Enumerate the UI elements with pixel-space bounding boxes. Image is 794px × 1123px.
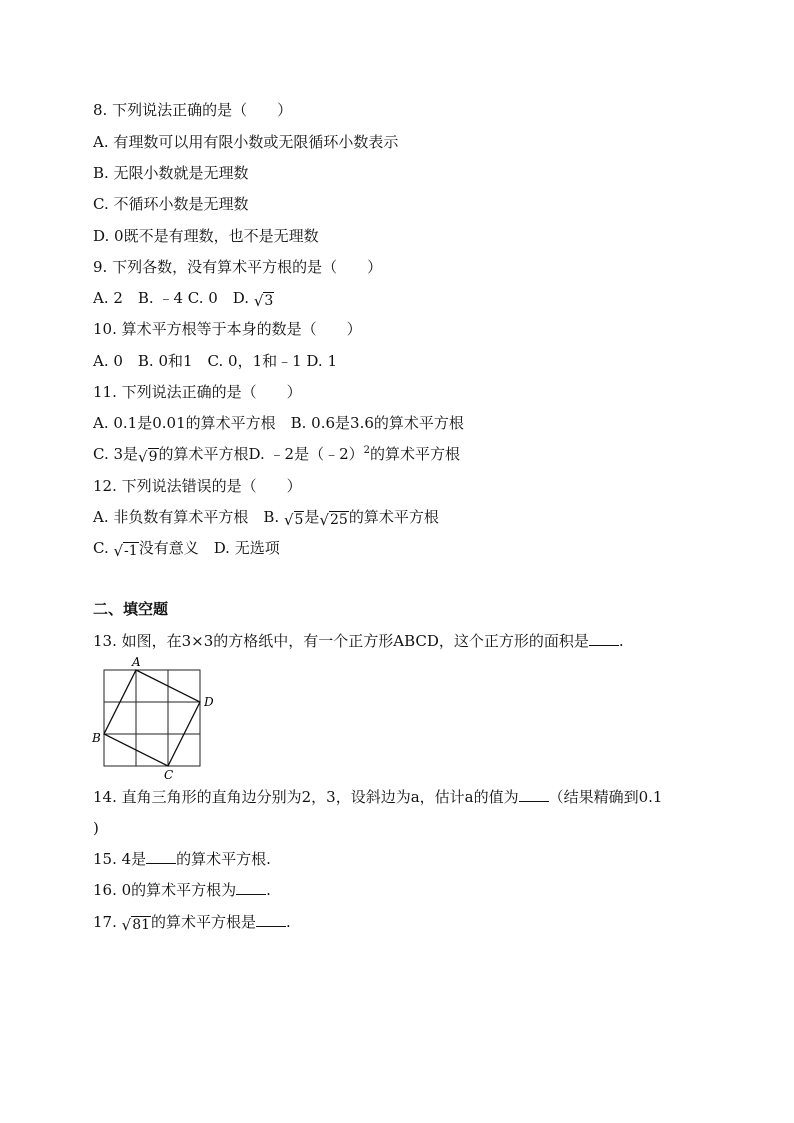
q17-stem	[93, 912, 291, 934]
q14-note: （结果精确到0.1	[548, 788, 663, 806]
q12-option-b-suffix: 的算术平方根	[348, 508, 439, 526]
q11-options-cd	[93, 444, 460, 466]
radicand: 25	[330, 512, 348, 528]
q12-options-ab	[93, 507, 439, 529]
q11-stem: 11. 下列说法正确的是（ ）	[93, 383, 302, 401]
q8-option-b: B. 无限小数就是无理数	[93, 164, 249, 182]
q8-option-a: A. 有理数可以用有限小数或无限循环小数表示	[93, 133, 399, 151]
q12-options-cd	[93, 538, 280, 560]
q16-stem	[93, 880, 271, 900]
sqrt-expression	[113, 542, 138, 560]
vertex-label-b: B	[92, 731, 101, 745]
radical-sign-icon: √	[113, 542, 124, 560]
q9-stem: 9. 下列各数，没有算术平方根的是（ ）	[93, 258, 383, 276]
q16-suffix: .	[266, 881, 271, 899]
grid	[104, 670, 200, 766]
q8-stem: 8. 下列说法正确的是（ ）	[93, 101, 293, 119]
answer-blank[interactable]	[589, 631, 619, 646]
q9-options	[93, 288, 274, 310]
q10-options: A. 0 B. 0和1 C. 0，1和﹣1 D. 1	[93, 352, 338, 370]
q11-option-c-prefix: C. 3是	[93, 445, 139, 463]
q12-option-b-mid: 是	[304, 508, 320, 526]
q11-options-ab: A. 0.1是0.01的算术平方根 B. 0.6是3.6的算术平方根	[93, 414, 464, 432]
q12-option-c-prefix: C.	[93, 539, 114, 557]
q15-prefix: 15. 4是	[93, 850, 147, 868]
q17-prefix: 17.	[93, 913, 122, 931]
radical-sign-icon: √	[283, 511, 294, 529]
q11-option-d-suffix: 的算术平方根	[370, 445, 461, 463]
section-title-fill-in: 二、填空题	[93, 600, 169, 618]
grid-border	[104, 670, 200, 766]
q13-stem	[93, 631, 624, 651]
q16-prefix: 16. 0的算术平方根为	[93, 881, 237, 899]
q12-option-c-suffix: 没有意义 D. 无选项	[138, 539, 280, 557]
q13-end: .	[618, 632, 624, 650]
sqrt-expression	[319, 511, 348, 529]
q10-stem: 10. 算术平方根等于本身的数是（ ）	[93, 320, 362, 338]
q15-suffix: 的算术平方根.	[176, 850, 271, 868]
radicand: -1	[124, 543, 138, 559]
vertex-label-c: C	[164, 768, 174, 782]
answer-blank[interactable]	[256, 912, 286, 927]
q8-option-c: C. 不循环小数是无理数	[93, 195, 249, 213]
radicand: 5	[294, 512, 304, 528]
sqrt-expression	[138, 448, 158, 466]
answer-blank[interactable]	[519, 787, 549, 802]
q12-option-a: A. 非负数有算术平方根 B.	[93, 508, 284, 526]
sqrt-expression	[254, 292, 274, 310]
q14-line2: )	[93, 819, 99, 837]
q11-option-c-suffix: 的算术平方根D. ﹣2是（﹣2）	[158, 445, 364, 463]
sqrt-expression	[284, 511, 304, 529]
vertex-label-d: D	[204, 695, 214, 709]
answer-blank[interactable]	[236, 880, 266, 895]
q15-stem	[93, 849, 271, 869]
q14-stem-text: 14. 直角三角形的直角边分别为2，3，设斜边为a，估计a的值为	[93, 788, 519, 806]
sqrt-expression	[122, 916, 151, 934]
vertex-label-a: A	[132, 655, 141, 669]
grid-square-figure	[88, 654, 222, 782]
q13-stem-text: 13. 如图，在3×3的方格纸中，有一个正方形ABCD，这个正方形的面积是	[93, 632, 589, 650]
q9-options-text: A. 2 B. ﹣4 C. 0 D.	[93, 289, 254, 307]
exponent: 2	[363, 445, 371, 456]
radical-sign-icon: √	[138, 448, 148, 466]
radicand: 9	[148, 449, 158, 465]
radical-sign-icon: √	[319, 511, 329, 529]
radical-sign-icon: √	[253, 292, 264, 310]
q17-end: .	[286, 913, 291, 931]
radical-sign-icon: √	[121, 916, 132, 934]
radicand: 3	[264, 293, 274, 309]
q14-stem	[93, 787, 662, 807]
answer-blank[interactable]	[146, 849, 176, 864]
square-abcd	[104, 670, 200, 766]
q12-stem: 12. 下列说法错误的是（ ）	[93, 477, 302, 495]
q17-suffix: 的算术平方根是	[151, 913, 257, 931]
radicand: 81	[132, 917, 151, 933]
q8-option-d: D. 0既不是有理数，也不是无理数	[93, 227, 319, 245]
